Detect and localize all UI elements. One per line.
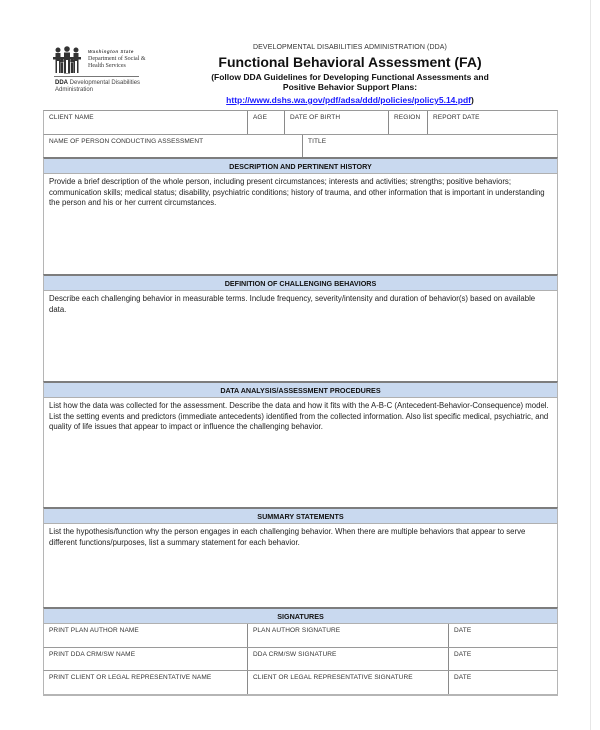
client-rep-name-field[interactable] (44, 671, 248, 694)
form-title: Functional Behavioral Assessment (FA) (218, 54, 482, 70)
dob-label: DATE OF BIRTH (290, 114, 341, 121)
subtitle-line-2: Positive Behavior Support Plans: (282, 82, 418, 92)
assessor-title-label: TITLE (308, 138, 327, 145)
logo-state: Washington State (88, 49, 134, 54)
signature-row (43, 624, 558, 647)
age-label: AGE (253, 114, 268, 121)
client-rep-signature-field[interactable] (248, 671, 449, 694)
plan-author-date-field[interactable] (449, 624, 557, 647)
crm-sw-signature-field[interactable] (248, 648, 449, 670)
crm-sw-name-label: PRINT DDA CRM/SW NAME (49, 651, 136, 658)
client-name-field[interactable] (44, 111, 248, 134)
section-heading-challenging-behaviors: DEFINITION OF CHALLENGING BEHAVIORS (43, 274, 558, 291)
logo-dda (55, 80, 145, 94)
client-info-row (43, 110, 558, 134)
section-heading-summary: SUMMARY STATEMENTS (43, 507, 558, 524)
section-heading-data-analysis: DATA ANALYSIS/ASSESSMENT PROCEDURES (43, 381, 558, 398)
dob-field[interactable] (285, 111, 389, 134)
age-field[interactable] (248, 111, 285, 134)
form-subtitle (150, 72, 550, 92)
plan-author-date-label: DATE (454, 627, 472, 634)
section-heading-signatures: SIGNATURES (43, 607, 558, 624)
policy-link-line (150, 95, 550, 105)
logo-dda-name: Developmental Disabilities Administration (55, 80, 141, 93)
agency-name: DEVELOPMENTAL DISABILITIES ADMINISTRATION (DDA) (253, 44, 447, 51)
logo-dda-abbr: DDA (55, 80, 68, 86)
assessor-row (43, 134, 558, 157)
description-instructions: Provide a brief description of the whole person, including present circumstances; interests and activities; strengths; positive behaviors; communication skills; medical status; disability, psychiatric conditions; history of trauma, and other information that is important in understanding the person and his or her current circumstances. (49, 177, 545, 207)
report-date-field[interactable] (428, 111, 557, 134)
assessor-name-field[interactable] (44, 135, 303, 157)
assessment-form (43, 110, 558, 696)
description-field[interactable] (43, 174, 558, 274)
client-rep-date-field[interactable] (449, 671, 557, 694)
dshs-logo (52, 46, 152, 98)
logo-department: Department of Social & Health Services (88, 56, 146, 69)
crm-sw-signature-label: DDA CRM/SW SIGNATURE (253, 651, 337, 658)
data-analysis-field[interactable] (43, 398, 558, 507)
crm-sw-date-field[interactable] (449, 648, 557, 670)
plan-author-signature-field[interactable] (248, 624, 449, 647)
signature-row (43, 670, 558, 696)
crm-sw-date-label: DATE (454, 651, 472, 658)
logo-divider (54, 76, 139, 77)
region-field[interactable] (389, 111, 428, 134)
report-date-label: REPORT DATE (433, 114, 480, 121)
signature-row (43, 647, 558, 670)
summary-instructions: List the hypothesis/function why the person engages in each challenging behavior. When there are multiple behaviors that appear to serve different functions/purposes, list a summary statement for each behavior. (49, 527, 526, 547)
page-edge (590, 0, 591, 730)
summary-field[interactable] (43, 524, 558, 607)
policy-link[interactable]: http://www.dshs.wa.gov/pdf/adsa/ddd/policies/policy5.14.pdf (226, 95, 471, 105)
challenging-behaviors-instructions: Describe each challenging behavior in measurable terms. Include frequency, severity/intensity and duration of behavior(s) based on available data. (49, 294, 536, 314)
crm-sw-name-field[interactable] (44, 648, 248, 670)
region-label: REGION (394, 114, 421, 121)
challenging-behaviors-field[interactable] (43, 291, 558, 381)
client-rep-date-label: DATE (454, 674, 472, 681)
plan-author-name-field[interactable] (44, 624, 248, 647)
client-name-label: CLIENT NAME (49, 114, 94, 121)
family-figures-icon (52, 46, 82, 76)
assessor-title-field[interactable] (303, 135, 557, 157)
data-analysis-instructions: List how the data was collected for the assessment. Describe the data and how it fits with the A-B-C (Antecedent-Behavior-Consequence) model. List the setting events and predictors (immediate antecedents) identified from the collected information. Also list specific medical, psychiatric, and quality of life issues that appear to impact or influence the challenging behavior. (49, 401, 549, 431)
subtitle-line-1: (Follow DDA Guidelines for Developing Functional Assessments and (211, 72, 489, 82)
assessor-name-label: NAME OF PERSON CONDUCTING ASSESSMENT (49, 138, 204, 145)
plan-author-signature-label: PLAN AUTHOR SIGNATURE (253, 627, 341, 634)
client-rep-name-label: PRINT CLIENT OR LEGAL REPRESENTATIVE NAME (49, 674, 212, 681)
plan-author-name-label: PRINT PLAN AUTHOR NAME (49, 627, 139, 634)
section-heading-description: DESCRIPTION AND PERTINENT HISTORY (43, 157, 558, 174)
client-rep-signature-label: CLIENT OR LEGAL REPRESENTATIVE SIGNATURE (253, 674, 413, 681)
link-close-paren: ) (470, 95, 474, 105)
